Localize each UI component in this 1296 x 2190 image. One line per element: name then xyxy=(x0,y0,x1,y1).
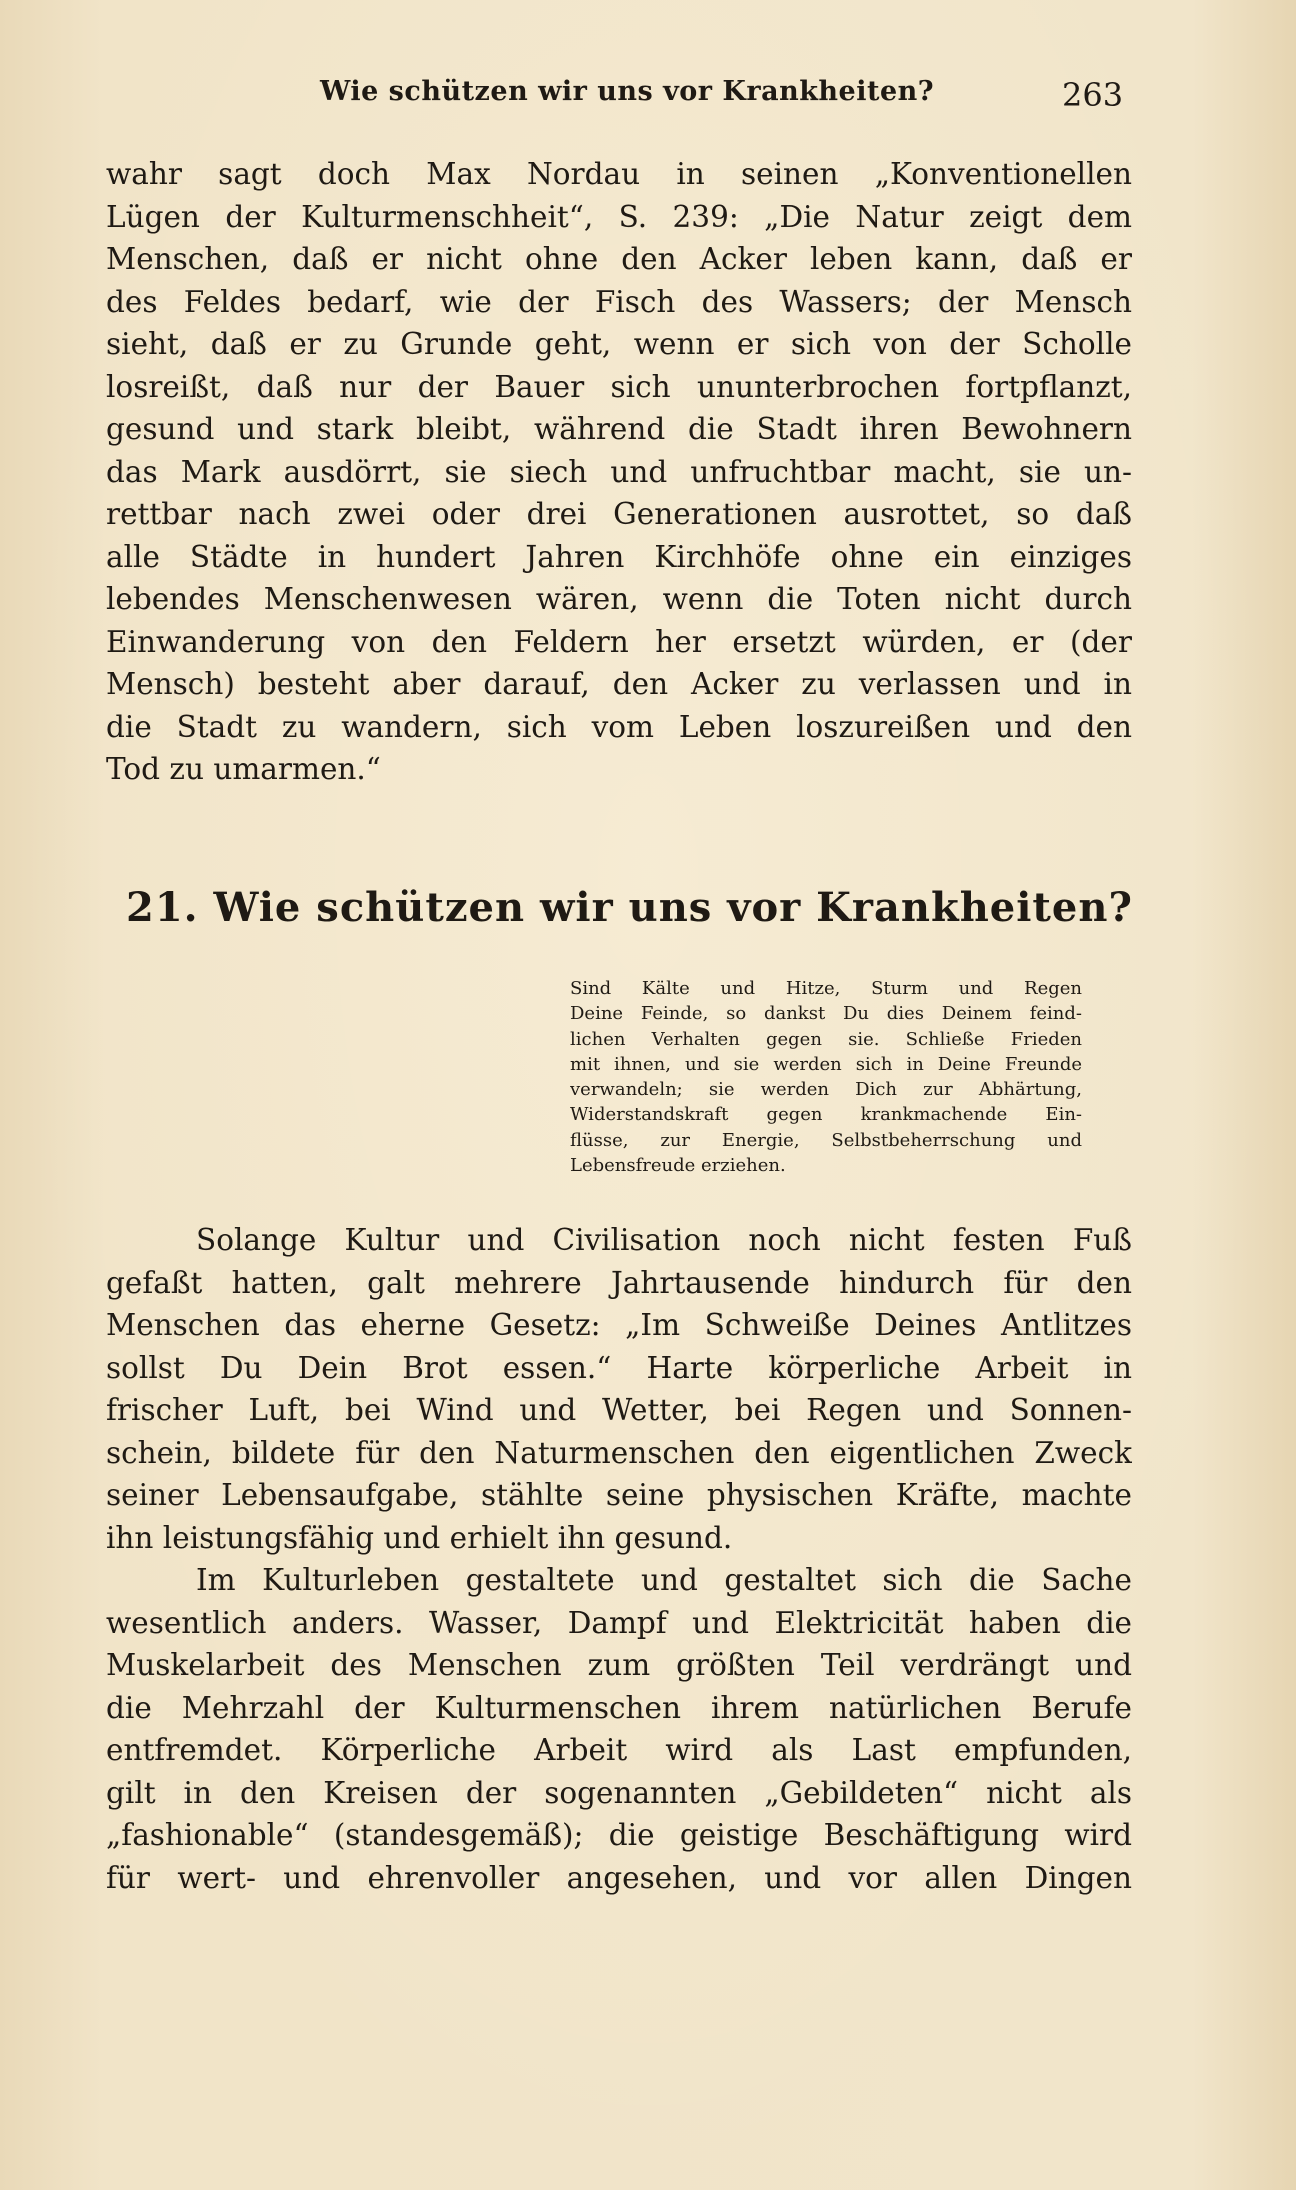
text-line: losreißt, daß nur der Bauer sich ununterbrochen fortpflanzt, xyxy=(106,369,1132,404)
text-line: für wert- und ehrenvoller angesehen, und vor allen Dingen xyxy=(106,1860,1132,1895)
motto-line: Widerstandskraft gegen krankmachende Ein- xyxy=(570,1104,1082,1126)
paragraph-nordau-quote xyxy=(106,153,1132,791)
motto-line: Lebensfreude erziehen. xyxy=(570,1155,786,1177)
body-text xyxy=(106,1219,1132,1899)
motto-line: Sind Kälte und Hitze, Sturm und Regen xyxy=(570,978,1082,999)
text-line: Lügen der Kulturmenschheit“, S. 239: „Die Natur zeigt dem xyxy=(106,199,1132,234)
motto-epigraph xyxy=(570,976,1082,1178)
text-line: frischer Luft, bei Wind und Wetter, bei Regen und Sonnen- xyxy=(106,1393,1132,1427)
text-line: Einwanderung von den Feldern her ersetzt würden, er (der xyxy=(106,624,1132,659)
page-number: 263 xyxy=(1062,76,1124,114)
text-line: des Feldes bedarf, wie der Fisch des Wassers; der Mensch xyxy=(106,284,1132,319)
text-line: lebendes Menschenwesen wären, wenn die Toten nicht durch xyxy=(106,582,1132,616)
text-line: „fashionable“ (standesgemäß); die geistige Beschäftigung wird xyxy=(106,1818,1132,1852)
text-line: das Mark ausdörrt, sie siech und unfruchtbar macht, sie un- xyxy=(106,454,1132,489)
text-line: die Mehrzahl der Kulturmenschen ihrem natürlichen Berufe xyxy=(106,1690,1132,1725)
motto-line: Deine Feinde, so dankst Du dies Deinem feind- xyxy=(570,1003,1082,1025)
text-line: ihn leistungsfähig und erhielt ihn gesund. xyxy=(106,1520,733,1555)
text-line: gilt in den Kreisen der sogenannten „Gebildeten“ nicht als xyxy=(106,1775,1132,1810)
text-line: gesund und stark bleibt, während die Stadt ihren Bewohnern xyxy=(106,412,1132,446)
text-line: seiner Lebensaufgabe, stählte seine physischen Kräfte, machte xyxy=(106,1478,1132,1512)
text-line: alle Städte in hundert Jahren Kirchhöfe ohne ein einziges xyxy=(106,539,1132,574)
text-line: wesentlich anders. Wasser, Dampf und Elektricität haben die xyxy=(106,1605,1132,1640)
text-line: sollst Du Dein Brot essen.“ Harte körperliche Arbeit in xyxy=(106,1350,1132,1385)
text-line: die Stadt zu wandern, sich vom Leben loszureißen und den xyxy=(106,709,1132,744)
text-line: Menschen das eherne Gesetz: „Im Schweiße Deines Antlitzes xyxy=(106,1308,1132,1342)
running-head: Wie schützen wir uns vor Krankheiten? xyxy=(320,76,935,107)
motto-line: lichen Verhalten gegen sie. Schließe Frieden xyxy=(570,1028,1082,1050)
text-line: Tod zu umarmen.“ xyxy=(106,752,381,786)
section-heading: 21. Wie schützen wir uns vor Krankheiten? xyxy=(126,884,1133,931)
text-line: rettbar nach zwei oder drei Generationen ausrottet, so daß xyxy=(106,497,1132,531)
text-line: schein, bildete für den Naturmenschen den eigentlichen Zweck xyxy=(106,1435,1132,1470)
motto-line: verwandeln; sie werden Dich zur Abhärtung, xyxy=(570,1079,1082,1101)
text-line: Solange Kultur und Civilisation noch nicht festen Fuß xyxy=(196,1223,1132,1257)
text-line: wahr sagt doch Max Nordau in seinen „Konventionellen xyxy=(106,157,1132,191)
text-line: Muskelarbeit des Menschen zum größten Teil verdrängt und xyxy=(106,1648,1132,1682)
text-line: sieht, daß er zu Grunde geht, wenn er sich von der Scholle xyxy=(106,327,1132,361)
text-line: entfremdet. Körperliche Arbeit wird als Last empfunden, xyxy=(106,1733,1132,1767)
text-line: Im Kulturleben gestaltete und gestaltet sich die Sache xyxy=(196,1563,1132,1597)
text-line: gefaßt hatten, galt mehrere Jahrtausende hindurch für den xyxy=(106,1265,1132,1300)
motto-line: mit ihnen, und sie werden sich in Deine Freunde xyxy=(570,1053,1082,1075)
text-line: Menschen, daß er nicht ohne den Acker leben kann, daß er xyxy=(106,242,1132,276)
text-line: Mensch) besteht aber darauf, den Acker zu verlassen und in xyxy=(106,667,1132,701)
motto-line: flüsse, zur Energie, Selbstbeherrschung und xyxy=(570,1129,1082,1151)
